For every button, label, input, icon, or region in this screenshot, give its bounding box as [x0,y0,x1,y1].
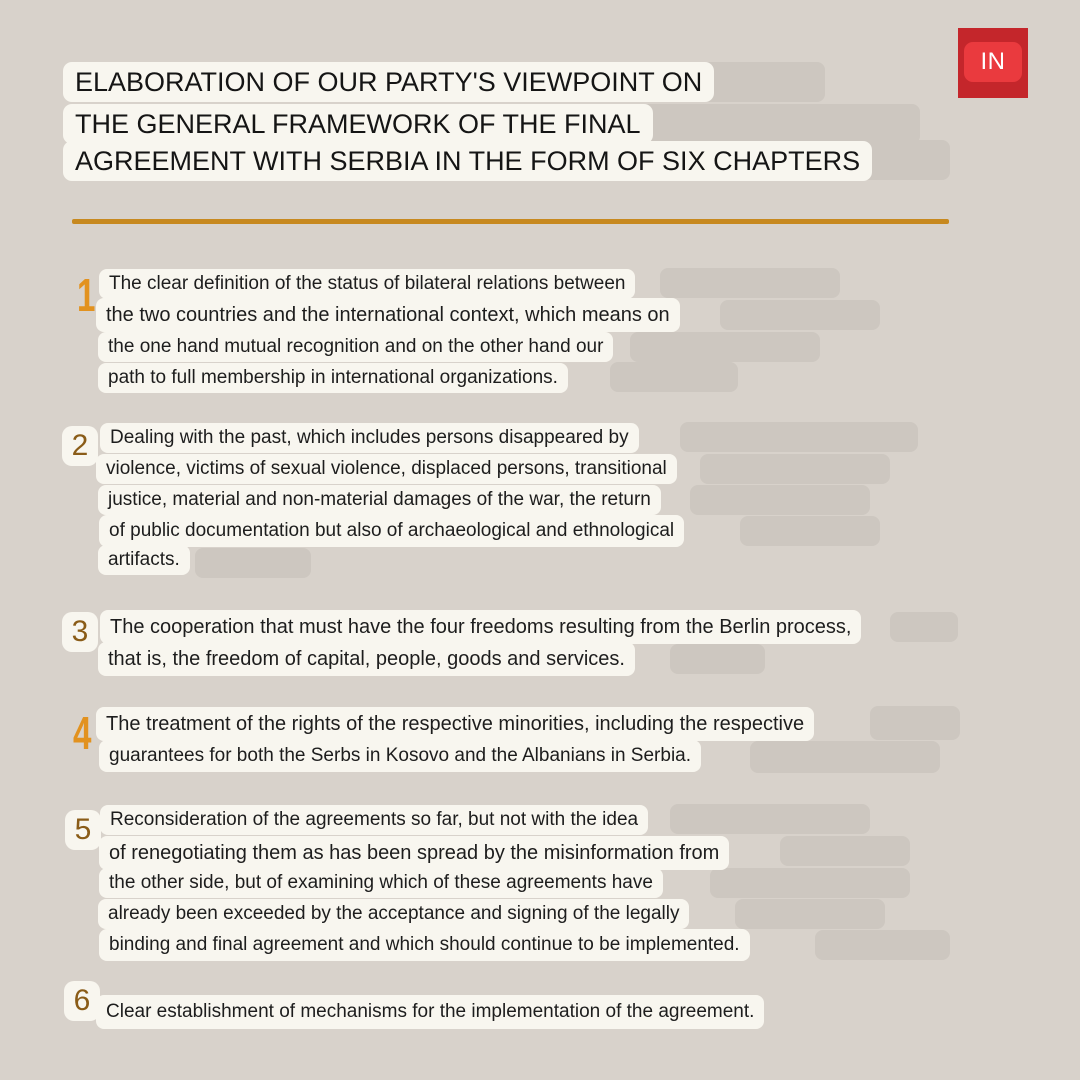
highlight-shadow [780,836,910,866]
highlight-shadow [740,516,880,546]
chapter-number: 5 [65,810,101,850]
logo-badge [964,42,1022,82]
chapter-line: that is, the freedom of capital, people, goods and services. [98,642,635,676]
chapter-number: 1 [77,269,96,321]
chapter-line: the two countries and the international context, which means on [96,298,680,332]
chapter-line: path to full membership in international organizations. [98,363,568,393]
title-line-3: AGREEMENT WITH SERBIA IN THE FORM OF SIX CHAPTERS [63,141,872,181]
highlight-shadow [195,548,311,578]
highlight-shadow [720,300,880,330]
chapter-line: Dealing with the past, which includes persons disappeared by [100,423,639,453]
chapter-line: artifacts. [98,545,190,575]
logo-text: IN [980,48,1006,75]
highlight-shadow [870,706,960,740]
highlight-shadow [735,899,885,929]
highlight-shadow [710,868,910,898]
chapter-line: Clear establishment of mechanisms for the implementation of the agreement. [96,995,764,1029]
divider [72,219,949,224]
chapter-line: the other side, but of examining which of these agreements have [99,868,663,898]
highlight-shadow [670,804,870,834]
chapter-line: binding and final agreement and which should continue to be implemented. [99,929,750,961]
highlight-shadow [890,612,958,642]
logo [958,28,1028,98]
highlight-shadow [660,268,840,298]
highlight-shadow [670,644,765,674]
chapter-line: The treatment of the rights of the respective minorities, including the respective [96,707,814,741]
chapter-line: justice, material and non-material damages of the war, the return [98,485,661,515]
chapter-line: Reconsideration of the agreements so far, but not with the idea [100,805,648,835]
highlight-shadow [750,741,940,773]
chapter-number: 2 [62,426,98,466]
highlight-shadow [680,422,918,452]
highlight-shadow [610,362,738,392]
chapter-number: 3 [62,612,98,652]
chapter-line: The cooperation that must have the four freedoms resulting from the Berlin process, [100,610,861,644]
chapter-line: violence, victims of sexual violence, displaced persons, transitional [96,454,677,484]
highlight-shadow [700,454,890,484]
highlight-shadow [630,332,820,362]
title-line-2: THE GENERAL FRAMEWORK OF THE FINAL [63,104,653,144]
highlight-shadow [690,485,870,515]
chapter-number: 6 [64,981,100,1021]
chapter-line: The clear definition of the status of bilateral relations between [99,269,635,299]
chapter-line: already been exceeded by the acceptance and signing of the legally [98,899,689,929]
highlight-shadow [815,930,950,960]
chapter-line: of renegotiating them as has been spread by the misinformation from [99,836,729,870]
chapter-line: guarantees for both the Serbs in Kosovo and the Albanians in Serbia. [99,740,701,772]
chapter-line: of public documentation but also of archaeological and ethnological [99,515,684,547]
title-line-1: ELABORATION OF OUR PARTY'S VIEWPOINT ON [63,62,714,102]
chapter-line: the one hand mutual recognition and on the other hand our [98,332,613,362]
chapter-number: 4 [73,707,92,759]
